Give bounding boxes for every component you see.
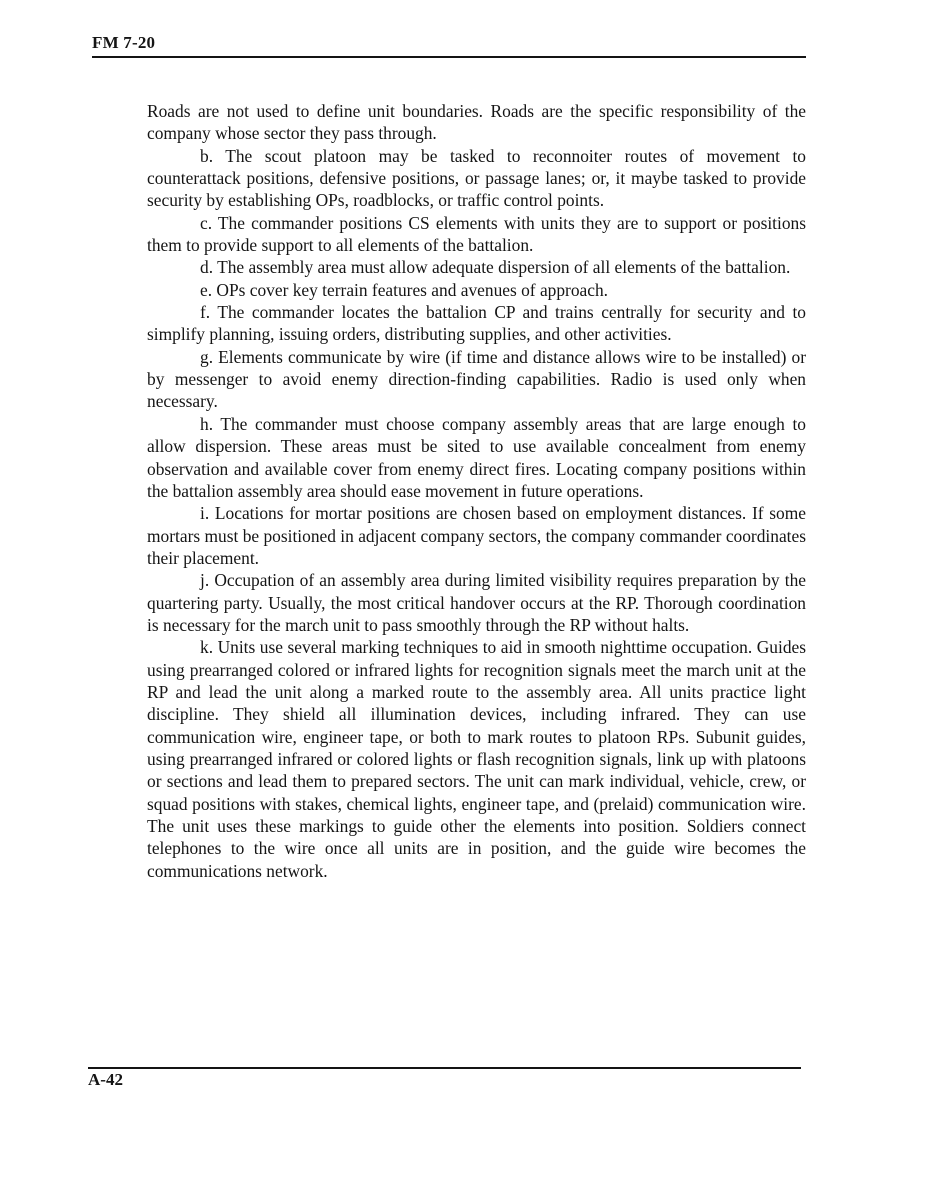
paragraph-f: f. The commander locates the battalion CP and trains centrally for security and to simplify planning, issuing orders, distributing supplies, and other activities. (147, 302, 806, 345)
paragraph-d: d. The assembly area must allow adequate dispersion of all elements of the battalion. (200, 257, 791, 278)
paragraph-g: g. Elements communicate by wire (if time and distance allows wire to be installed) or by messenger to avoid enemy direction-finding capabilities. Radio is used only when necessary. (147, 346, 806, 412)
paragraph-i: i. Locations for mortar positions are chosen based on employment distances. If some mortars must be positioned in adjacent company sectors, the company commander coordinates their placement. (147, 503, 806, 568)
header-rule (92, 56, 806, 58)
header-doc-id: FM 7-20 (92, 33, 156, 52)
paragraph-b: b. The scout platoon may be tasked to reconnoiter routes of movement to counterattack positions, defensive positions, or passage lanes; or, it maybe tasked to provide security by establishing OPs, roadblocks, or traffic control points. (147, 145, 806, 211)
paragraph-continuation: Roads are not used to define unit boundaries. Roads are the specific responsibility of the company whose sector they pass through. (147, 101, 806, 144)
footer-rule (88, 1067, 801, 1069)
paragraph-c: c. The commander positions CS elements with units they are to support or positions them to provide support to all elements of the battalion. (147, 212, 806, 256)
footer-page-number: A-42 (88, 1070, 123, 1089)
paragraph-h: h. The commander must choose company assembly areas that are large enough to allow dispersion. These areas must be sited to use available concealment from enemy observation and available cover from enemy direct fires. Locating company positions within the battalion assembly area should ease movement in future operations. (147, 413, 806, 501)
page-body (147, 100, 806, 882)
paragraph-j: j. Occupation of an assembly area during limited visibility requires preparation by the quartering party. Usually, the most critical handover occurs at the RP. Thorough coordination is necessary for the march unit to pass smoothly through the RP without halts. (147, 570, 806, 635)
paragraph-k: k. Units use several marking techniques to aid in smooth nighttime occupation. Guides using prearranged colored or infrared lights for recognition signals meet the march unit at the RP and lead the unit along a marked route to the assembly area. All units practice light discipline. They shield all illumination devices, including infrared. They can use communication wire, engineer tape, or both to mark routes to platoon RPs. Subunit guides, using prearranged infrared or colored lights or flash recognition signals, link up with platoons or sections and lead them to prepared sectors. The unit can mark individual, vehicle, crew, or squad positions with stakes, chemical lights, engineer tape, and (prelaid) communication wire. The unit uses these markings to guide other the elements into position. Soldiers connect telephones to the wire once all units are in position, and the guide wire becomes the communications network. (147, 637, 806, 881)
paragraph-e: e. OPs cover key terrain features and avenues of approach. (200, 279, 609, 300)
